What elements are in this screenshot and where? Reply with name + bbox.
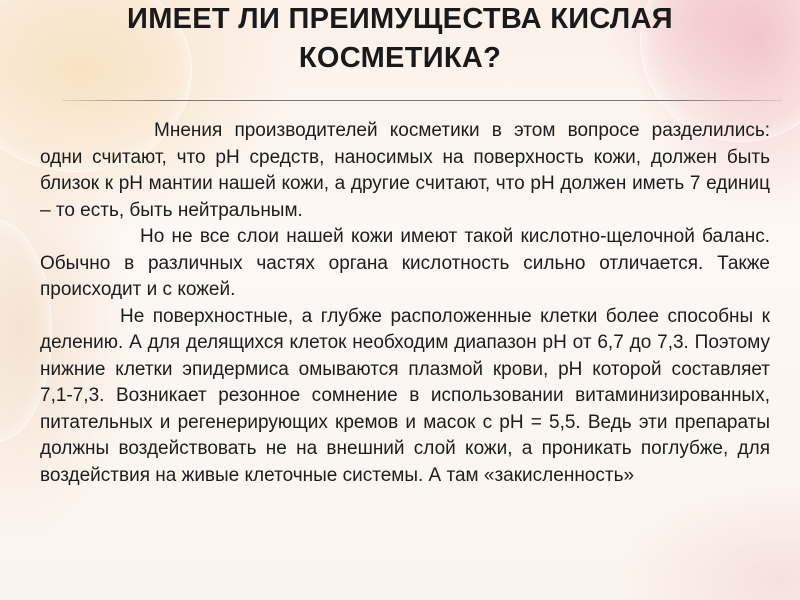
paragraph: Но не все слои нашей кожи имеют такой кислотно-щелочной баланс. Обычно в различных частях органа кислотность сильно отличается. Также происходит и с кожей. xyxy=(40,226,770,300)
slide-title xyxy=(60,0,740,78)
slide-title-line-2: КОСМЕТИКА? xyxy=(298,42,502,74)
body-text xyxy=(40,118,770,489)
slide-title-line-1: ИМЕЕТ ЛИ ПРЕИМУЩЕСТВА КИСЛАЯ xyxy=(127,3,673,35)
title-divider xyxy=(62,100,782,101)
paragraph: Мнения производителей косметики в этом вопросе разделились: одни считают, что рН средств, наносимых на поверхность кожи, должен быть близок к рН мантии нашей кожи, а другие считают, что рН должен иметь 7 единиц – то есть, быть нейтральным. xyxy=(40,120,770,221)
paragraph: Не поверхностные, а глубже расположенные клетки более способны к делению. А для делящихся клеток необходим диапазон рН от 6,7 до 7,3. Поэтому нижние клетки эпидермиса омываются плазмой крови, рН которой составляет 7,1-7,3. Возникает резонное сомнение в использовании витаминизированных, питательных и регенерирующих кремов и масок с рН = 5,5. Ведь эти препараты должны воздействовать не на внешний слой кожи, а проникать поглубже, для воздействия на живые клеточные системы. А там «закисленность» xyxy=(40,305,770,486)
